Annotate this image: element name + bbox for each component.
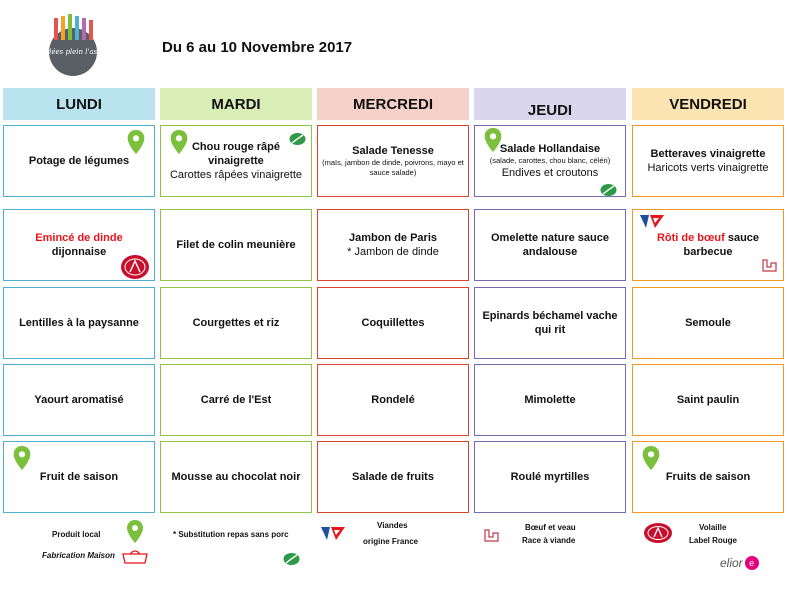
dish-name: Lentilles à la paysanne — [19, 317, 139, 329]
menu-cell — [3, 364, 155, 436]
menu-cell — [3, 125, 155, 197]
dish-red-part: Rôti de bœuf — [656, 232, 725, 244]
page-title: Du 6 au 10 Novembre 2017 — [162, 39, 353, 56]
viandes-france-icon — [320, 526, 346, 542]
elior-logo — [720, 556, 759, 570]
local-product-pin-icon — [127, 520, 143, 544]
menu-cell — [474, 209, 626, 281]
legend-produit-local: Produit local — [52, 530, 101, 539]
menu-cell — [317, 364, 469, 436]
menu-cell — [474, 125, 626, 197]
homemade-pot-icon — [120, 548, 150, 566]
menu-cell — [317, 125, 469, 197]
dish-name: Mousse au chocolat noir — [171, 471, 301, 483]
dish-name: Potage de légumes — [28, 155, 130, 167]
menu-cell — [3, 441, 155, 513]
dish-rest-part: sauce barbecue — [683, 232, 760, 258]
dish-name: Rondelé — [371, 394, 415, 406]
local-product-pin-icon — [641, 446, 661, 474]
local-product-pin-icon — [169, 130, 189, 158]
day-header-mercredi: MERCREDI — [317, 88, 469, 120]
day-header-vendredi: VENDREDI — [632, 88, 784, 120]
menu-cell — [632, 287, 784, 359]
dish-name: Roulé myrtilles — [510, 471, 590, 483]
legend-fabrication-maison: Fabrication Maison — [42, 551, 115, 560]
dish-name: Salade Tenesse — [352, 145, 434, 157]
dish-detail: (salade, carottes, chou blanc, céléri) — [489, 156, 611, 165]
legend-viandes-1: Viandes — [377, 521, 408, 530]
dish-name: Salade Hollandaise — [499, 143, 601, 155]
dish-name: Semoule — [685, 317, 731, 329]
legend-boeuf-1: Bœuf et veau — [525, 523, 576, 532]
local-product-pin-icon — [12, 446, 32, 474]
dish-name: Fruits de saison — [665, 471, 751, 483]
day-header-lundi: LUNDI — [3, 88, 155, 120]
legend-boeuf-2: Race à viande — [522, 536, 576, 545]
beef-race-icon — [761, 258, 779, 277]
menu-cell — [160, 441, 312, 513]
legend-volaille-2: Label Rouge — [689, 536, 738, 545]
menu-cell — [160, 364, 312, 436]
viandes-france-icon — [639, 214, 665, 234]
day-header-jeudi: JEUDI — [474, 88, 626, 120]
dish-alternative: * Jambon de dinde — [347, 246, 439, 258]
dish-alternative: Carottes râpées vinaigrette — [169, 169, 303, 181]
legend-volaille-1: Volaille — [699, 523, 727, 532]
leaf-icon — [600, 183, 617, 201]
menu-cell — [317, 441, 469, 513]
menu-cell — [3, 287, 155, 359]
dish-name: Filet de colin meunière — [176, 239, 296, 251]
dish-name — [637, 231, 779, 259]
menu-cell — [3, 209, 155, 281]
dish-alternative: Endives et croutons — [501, 167, 599, 179]
dish-name: Saint paulin — [676, 394, 740, 406]
menu-cell — [317, 287, 469, 359]
dish-red-part: Emincé de dinde — [35, 232, 123, 244]
legend-substitution: * Substitution repas sans porc — [173, 530, 289, 539]
dish-name: Fruit de saison — [39, 471, 119, 483]
menu-cell — [632, 441, 784, 513]
menu-cell — [474, 441, 626, 513]
dish-name: Salade de fruits — [352, 471, 434, 483]
menu-cell — [160, 287, 312, 359]
dish-name: Coquillettes — [361, 317, 425, 329]
dish-name: Omelette nature sauce andalouse — [491, 232, 609, 258]
menu-cell — [160, 209, 312, 281]
local-product-pin-icon — [483, 128, 503, 156]
menu-cell — [160, 125, 312, 197]
dish-name: Chou rouge râpé vinaigrette — [191, 141, 280, 167]
menu-cell — [474, 287, 626, 359]
day-header-mardi: MARDI — [160, 88, 312, 120]
dish-name: Carré de l'Est — [200, 394, 272, 406]
menu-cell — [632, 209, 784, 281]
label-rouge-icon — [643, 522, 673, 544]
menu-cell — [632, 364, 784, 436]
dish-rest-part: dijonnaise — [51, 246, 107, 258]
elior-e-icon: e — [745, 556, 759, 570]
beef-race-icon — [483, 528, 501, 543]
menu-cell — [474, 364, 626, 436]
brand-name: elior — [720, 556, 743, 570]
dish-name: Mimolette — [524, 394, 576, 406]
logo — [29, 14, 117, 76]
label-rouge-icon — [120, 254, 150, 284]
logo-text: Des idées plein l'assiette — [29, 48, 117, 56]
dish-name: Jambon de Paris — [348, 232, 438, 244]
dish-name: Yaourt aromatisé — [34, 394, 124, 406]
legend-viandes-2: origine France — [363, 537, 419, 546]
leaf-icon — [289, 132, 306, 150]
dish-name: Betteraves vinaigrette — [650, 148, 766, 160]
dish-alternative: Haricots verts vinaigrette — [647, 162, 769, 174]
dish-detail: (maïs, jambon de dinde, poivrons, mayo et sauce salade) — [322, 158, 464, 177]
dish-name: Courgettes et riz — [192, 317, 280, 329]
menu-cell — [317, 209, 469, 281]
leaf-icon — [283, 552, 300, 566]
local-product-pin-icon — [126, 130, 146, 158]
dish-name: Epinards béchamel vache qui rit — [482, 310, 618, 336]
menu-cell — [632, 125, 784, 197]
